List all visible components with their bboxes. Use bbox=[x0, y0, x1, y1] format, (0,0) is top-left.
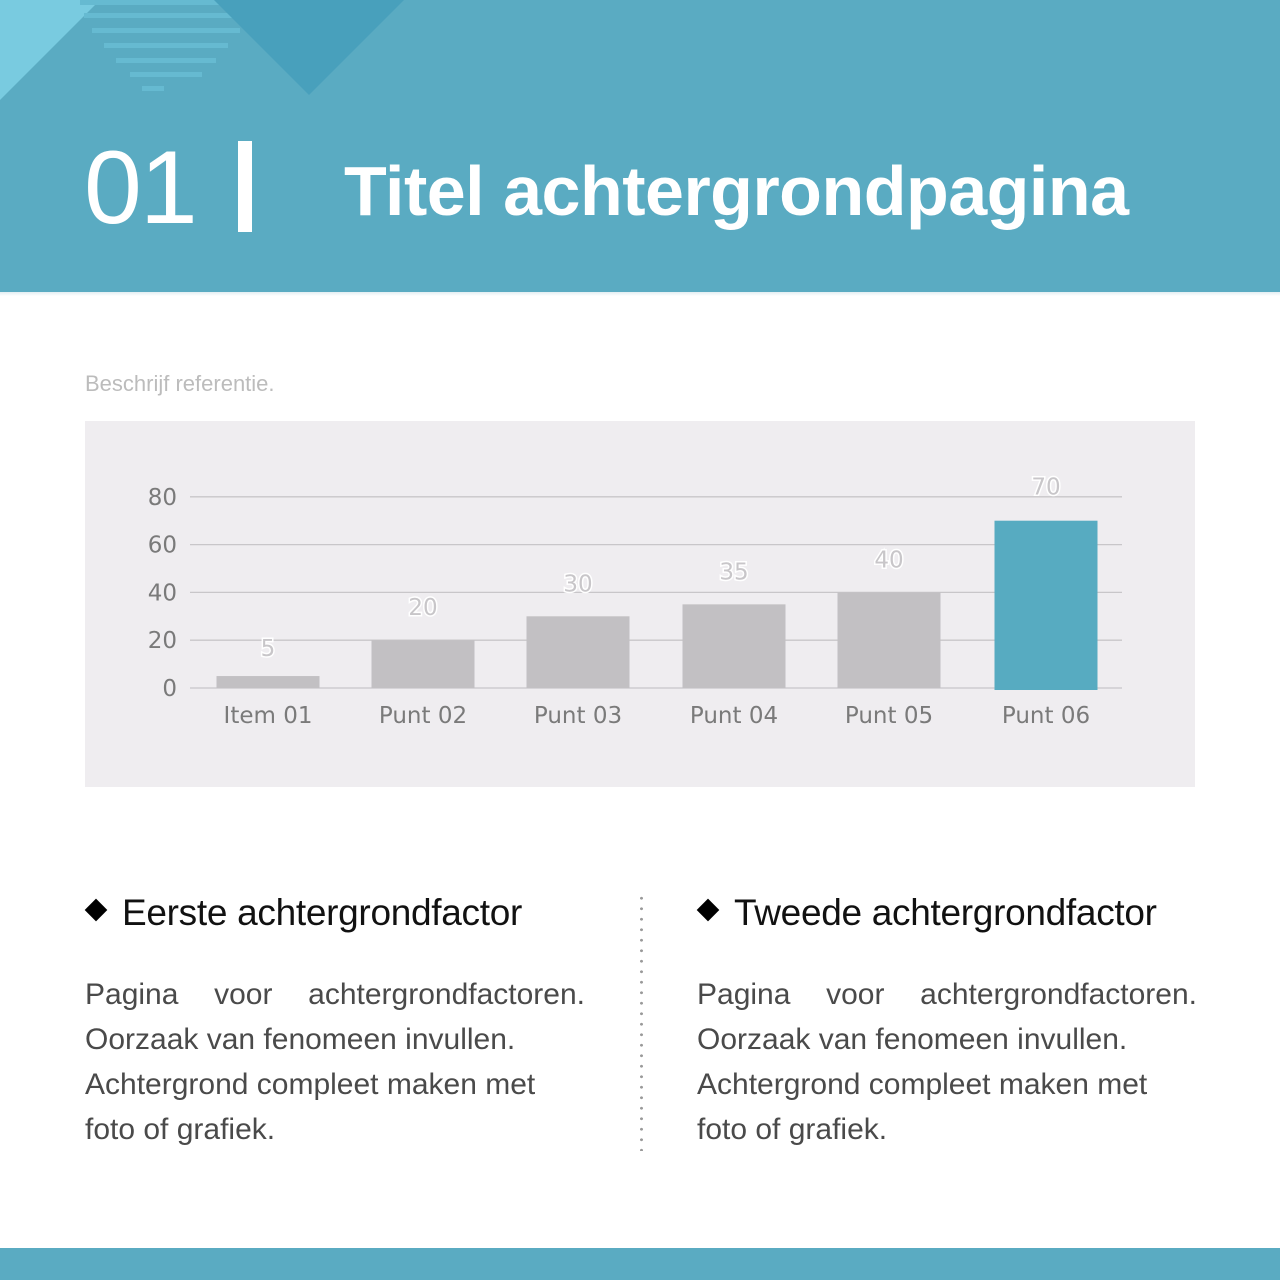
body-line: foto of grafiek. bbox=[85, 1113, 276, 1146]
y-tick-label: 20 bbox=[147, 628, 177, 655]
x-category-label: Item 01 bbox=[223, 703, 313, 729]
data-label: 40 bbox=[874, 547, 904, 574]
bar-chart-panel bbox=[85, 421, 1195, 787]
data-label: 20 bbox=[408, 595, 438, 622]
bar bbox=[838, 592, 941, 688]
body-line: foto of grafiek. bbox=[697, 1113, 888, 1146]
bar bbox=[372, 640, 475, 688]
x-category-label: Punt 06 bbox=[1001, 703, 1091, 729]
decorative-striped-triangle bbox=[80, 0, 252, 95]
factor-heading bbox=[697, 890, 1217, 936]
factor-section-2 bbox=[697, 890, 1217, 1152]
x-category-label: Punt 03 bbox=[533, 703, 623, 729]
body-line: Oorzaak van fenomeen invullen. bbox=[697, 1023, 1128, 1056]
factor-title: Eerste achtergrondfactor bbox=[122, 892, 523, 933]
bar bbox=[683, 604, 786, 688]
data-label: 70 bbox=[1031, 474, 1061, 501]
data-label: 5 bbox=[260, 636, 276, 663]
header-band bbox=[0, 0, 1280, 292]
x-category-label: Punt 02 bbox=[378, 703, 468, 729]
bar bbox=[217, 676, 320, 688]
factor-body bbox=[697, 972, 1197, 1152]
bar bbox=[527, 616, 630, 688]
bar-chart bbox=[85, 421, 1195, 787]
header-shadow bbox=[0, 292, 1280, 296]
factor-body bbox=[85, 972, 585, 1152]
body-line: Achtergrond compleet maken met bbox=[697, 1068, 1148, 1101]
factor-section-1 bbox=[85, 890, 605, 1152]
factor-heading bbox=[85, 890, 605, 936]
diamond-bullet-icon bbox=[85, 899, 108, 922]
diamond-bullet-icon bbox=[697, 899, 720, 922]
data-label: 35 bbox=[719, 559, 749, 586]
x-category-label: Punt 04 bbox=[689, 703, 779, 729]
y-tick-label: 80 bbox=[147, 484, 177, 511]
reference-caption: Beschrijf referentie. bbox=[85, 371, 275, 396]
y-tick-label: 0 bbox=[162, 676, 177, 702]
y-tick-label: 40 bbox=[147, 580, 177, 607]
factor-title: Tweede achtergrondfactor bbox=[734, 892, 1157, 933]
x-category-label: Punt 05 bbox=[844, 703, 934, 729]
bar bbox=[995, 521, 1098, 690]
data-label: 30 bbox=[563, 571, 593, 598]
title-separator-bar bbox=[238, 141, 252, 232]
body-line: Pagina voor achtergrondfactoren. bbox=[697, 978, 1197, 1011]
footer-band bbox=[0, 1248, 1280, 1280]
body-line: Pagina voor achtergrondfactoren. bbox=[85, 978, 585, 1011]
body-line: Oorzaak van fenomeen invullen. bbox=[85, 1023, 516, 1056]
y-tick-label: 60 bbox=[147, 532, 177, 559]
body-line: Achtergrond compleet maken met bbox=[85, 1068, 536, 1101]
dotted-divider bbox=[640, 893, 643, 1151]
page-title: Titel achtergrondpagina bbox=[344, 152, 1129, 230]
section-number: 01 bbox=[84, 130, 196, 246]
